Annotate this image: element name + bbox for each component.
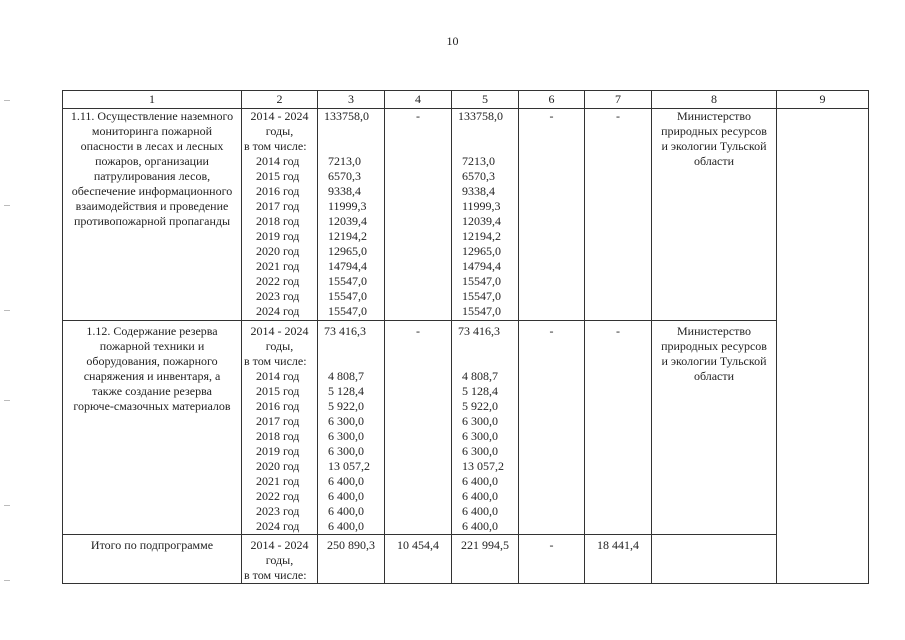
other-funding-cell: - xyxy=(585,109,652,321)
regional-funding-cell: 73 416,3 4 808,7 5 128,4 5 922,0 6 300,0 6 300,0 6 300,0 13 057,2 6 400,0 6 400,0 6 400,0 6 400,0 xyxy=(452,321,519,535)
column-header: 1 xyxy=(63,91,242,109)
margin-mark xyxy=(4,505,10,506)
column-header: 8 xyxy=(652,91,777,109)
years-cell: 2014 - 2024 годы, в том числе: 2014 год 2015 год 2016 год 2017 год 2018 год 2019 год 2020 год 2021 год 2022 год 2023 год 2024 год xyxy=(242,109,318,321)
total-funding-cell: 250 890,3 xyxy=(318,535,385,584)
total-funding-cell: 73 416,3 4 808,7 5 128,4 5 922,0 6 300,0 6 300,0 6 300,0 13 057,2 6 400,0 6 400,0 6 400,0 6 400,0 xyxy=(318,321,385,535)
column-header: 9 xyxy=(777,91,869,109)
column-header: 6 xyxy=(519,91,585,109)
federal-funding-cell: 10 454,4 xyxy=(385,535,452,584)
total-funding-cell: 133758,0 7213,0 6570,3 9338,4 11999,3 12039,4 12194,2 12965,0 14794,4 15547,0 15547,0 15547,0 xyxy=(318,109,385,321)
margin-mark xyxy=(4,310,10,311)
table-row xyxy=(63,109,869,321)
column-header: 7 xyxy=(585,91,652,109)
page-number: 10 xyxy=(446,34,459,48)
total-row xyxy=(63,535,869,584)
column-header: 2 xyxy=(242,91,318,109)
column-header: 4 xyxy=(385,91,452,109)
years-cell: 2014 - 2024 годы, в том числе: 2014 год 2015 год 2016 год 2017 год 2018 год 2019 год 2020 год 2021 год 2022 год 2023 год 2024 год xyxy=(242,321,318,535)
other-funding-cell: - xyxy=(585,321,652,535)
regional-funding-cell: 221 994,5 xyxy=(452,535,519,584)
years-cell: 2014 - 2024 годы, в том числе: xyxy=(242,535,318,584)
margin-mark xyxy=(4,205,10,206)
program-table xyxy=(62,90,869,584)
column-header: 3 xyxy=(318,91,385,109)
responsible-org-cell xyxy=(652,535,777,584)
measure-name: 1.11. Осуществление наземного мониторинга пожарной опасности в лесах и лесных пожаров, организации патрулирования лесов, обеспечение информационного взаимодействия и проведение противопожарной пропаганды xyxy=(63,109,242,321)
margin-mark xyxy=(4,400,10,401)
responsible-org-cell: Министерство природных ресурсов и экологии Тульской области xyxy=(652,321,777,535)
header-row xyxy=(63,91,869,109)
total-label: Итого по подпрограмме xyxy=(63,535,242,584)
local-funding-cell: - xyxy=(519,109,585,321)
column-9-cell xyxy=(777,109,869,584)
margin-mark xyxy=(4,580,10,581)
local-funding-cell: - xyxy=(519,535,585,584)
other-funding-cell: 18 441,4 xyxy=(585,535,652,584)
measure-name: 1.12. Содержание резерва пожарной техники и оборудования, пожарного снаряжения и инвентаря, а также создание резерва горюче-смазочных материалов xyxy=(63,321,242,535)
local-funding-cell: - xyxy=(519,321,585,535)
margin-mark xyxy=(4,100,10,101)
table-row xyxy=(63,321,869,535)
federal-funding-cell: - xyxy=(385,321,452,535)
federal-funding-cell: - xyxy=(385,109,452,321)
regional-funding-cell: 133758,0 7213,0 6570,3 9338,4 11999,3 12039,4 12194,2 12965,0 14794,4 15547,0 15547,0 15547,0 xyxy=(452,109,519,321)
responsible-org-cell: Министерство природных ресурсов и экологии Тульской области xyxy=(652,109,777,321)
column-header: 5 xyxy=(452,91,519,109)
